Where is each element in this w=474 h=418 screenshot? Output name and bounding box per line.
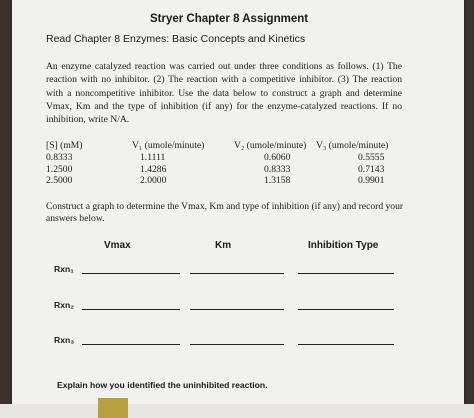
table-cell: 1.3158 [264,175,291,187]
header-inhibition-type: Inhibition Type [308,240,379,251]
desk-surface [0,404,474,418]
column-v1 [132,140,204,187]
rxn2-vmax-blank[interactable] [82,309,180,310]
problem-statement: An enzyme catalyzed reaction was carried out under three conditions as follows. (1) The reaction with no inhibitor. (2) The reaction with a competitive inhibitor. (3) The reaction with a noncompetitive inhibitor. Use the data below to construct a graph and determine Vmax, Km and the type of inhibition (if any) for the enzyme-catalyzed reactions. If no inhibition, write N/A. [46,61,402,126]
table-cell: 2.0000 [140,175,167,187]
rxn1-vmax-blank[interactable] [82,273,180,274]
table-header-v3: V₃ (umole/minute) [316,140,389,151]
table-cell: 1.4286 [140,163,167,175]
table-header-v1: V₁ (umole/minute) [132,140,205,151]
explain-prompt: Explain how you identified the uninhibited reaction. [57,380,268,390]
rxn2-inhibition-blank[interactable] [298,309,394,310]
table-cell: 0.6060 [264,151,291,163]
table-header-v2: V₂ (umole/minute) [234,140,307,151]
header-vmax: Vmax [104,240,131,251]
table-cell: 0.8333 [264,163,291,175]
header-km: Km [215,240,232,251]
rxn3-vmax-blank[interactable] [82,344,180,345]
table-cell: 0.7143 [358,163,385,175]
desk-object [98,398,128,418]
table-cell: 1.2500 [46,163,73,175]
table-cell: 1.1111 [140,151,166,163]
rxn3-km-blank[interactable] [190,344,284,345]
graph-instructions: Construct a graph to determine the Vmax, Km and type of inhibition (if any) and record your answers below. [46,201,404,224]
table-header-s: [S] (mM) [46,140,83,151]
assignment-title: Stryer Chapter 8 Assignment [150,13,309,25]
column-v3 [316,140,388,187]
table-cell: 0.9901 [358,175,385,187]
row-label-rxn2: Rxn₂ [54,300,75,310]
table-cell: 0.5555 [358,151,385,163]
rxn2-km-blank[interactable] [190,309,284,310]
row-label-rxn1: Rxn₁ [54,264,74,274]
rxn1-km-blank[interactable] [190,273,284,274]
column-substrate [46,140,83,187]
rxn3-inhibition-blank[interactable] [298,344,394,345]
row-label-rxn3: Rxn₃ [54,335,75,345]
rxn1-inhibition-blank[interactable] [298,273,394,274]
table-cell: 0.8333 [46,151,73,163]
table-cell: 2.5000 [46,175,73,187]
column-v2 [234,140,306,187]
reading-assignment: Read Chapter 8 Enzymes: Basic Concepts and Kinetics [46,33,306,45]
